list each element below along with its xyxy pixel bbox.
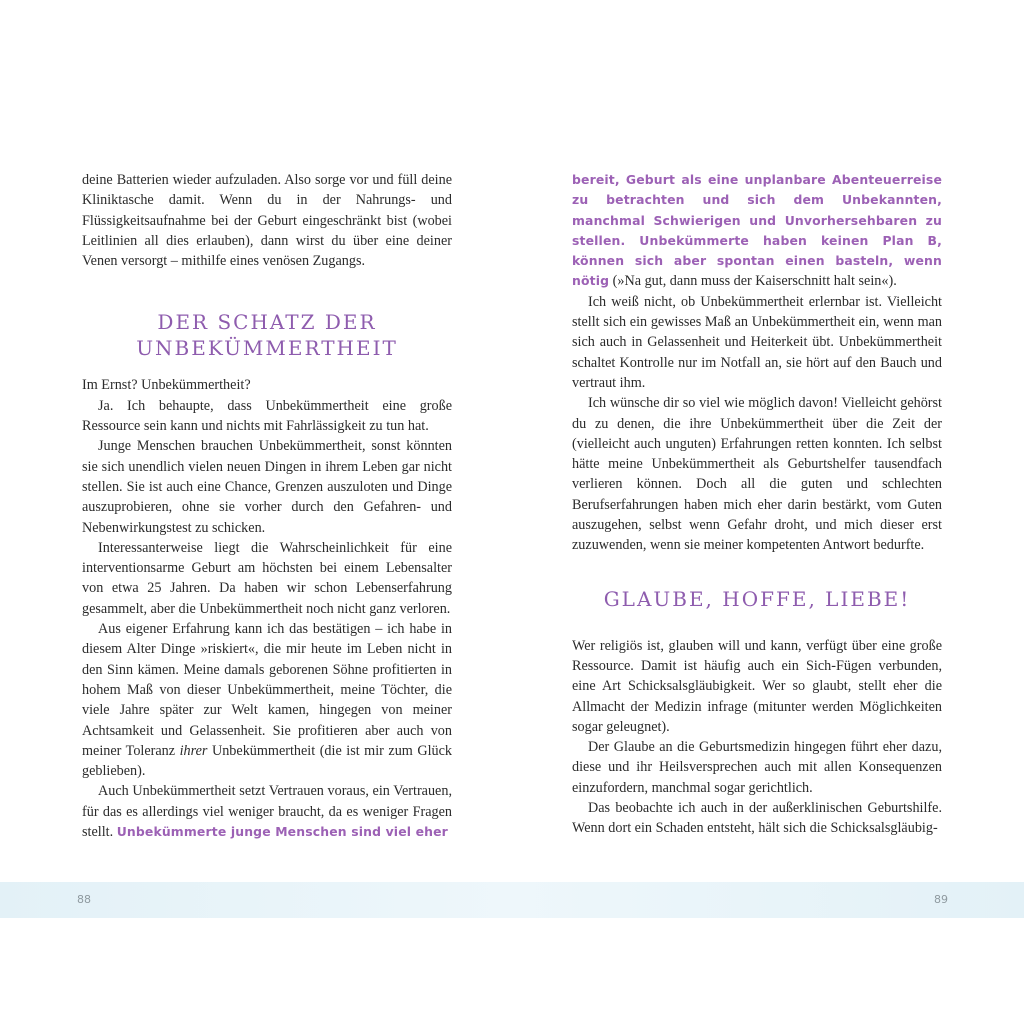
paragraph: deine Batterien wieder aufzuladen. Also sorge vor und füll deine Kliniktasche damit. Wenn du in der Nahrungs- und Flüssigkeitsaufnahme bei der Geburt eingeschränkt bist (wobei Leitlinien all dies erlauben), dann wirst du über eine deiner Venen versorgt – mithilfe eines venösen Zugangs. <box>82 172 452 270</box>
paragraph: Ich wünsche dir so viel wie möglich davon! Vielleicht gehörst du zu denen, die ihre Unbekümmertheit über die Zeit der (vielleicht auch unguten) Erfahrungen retten konnten. Ich selbst hätte meine Unbekümmertheit als Geburtshelfer tausendfach verlieren können. Doch all die guten und schlechten Berufserfahrungen haben mich eher darin bestärkt, vom Guten auszugehen, selbst wenn Gefahr droht, und mich dieser erst zuzuwenden, wenn sie meiner kompetenten Antwort bedurfte. <box>572 395 942 554</box>
highlighted-text: bereit, Geburt als eine unplanbare Abenteuerreise zu betrachten und sich dem Unbekannten, manchmal Schwierigen und Unvorhersehbaren zu stellen. Unbekümmerte haben keinen Plan B, können sich aber spontan einen basteln, wenn nötig <box>572 172 942 289</box>
paragraph: Interessanterweise liegt die Wahrscheinlichkeit für eine interventionsarme Geburt am höchsten bei einem Lebensalter von etwa 25 Jahren. Da haben wir schon Lebenserfahrung gesammelt, aber die Unbekümmertheit noch nicht ganz verloren. <box>82 539 452 617</box>
page-number-right: 89 <box>934 893 948 906</box>
paragraph: Ja. Ich behaupte, dass Unbekümmertheit eine große Ressource sein kann und nichts mit Fahrlässigkeit zu tun hat. <box>82 397 452 435</box>
paragraph: Der Glaube an die Geburtsmedizin hingegen führt eher dazu, diese und ihr Heilsversprechen auch mit allen Konsequenzen einzufordern, manchmal sogar gerichtlich. <box>572 739 942 796</box>
paragraph-text: Auch Unbekümmertheit setzt Vertrauen voraus, ein Vertrauen, für das es allerdings viel weniger braucht, da es weniger Fragen stellt. <box>82 783 452 841</box>
heading-line-1: DER SCHATZ DER <box>157 310 377 335</box>
paragraph-text: Aus eigener Erfahrung kann ich das bestätigen – ich habe in diesem Alter Dinge »riskiert«, die mir heute im Leben nicht in den Sinn kämen. Meine damals geborenen Söhne profitierten in hohem Maß von dieser Unbekümmertheit, meine Töchter, die viele Jahre später zur Welt kamen, hingegen von meiner Achtsamkeit und Gelassenheit. Sie profitieren aber auch von meiner Toleranz <box>82 621 452 759</box>
paragraph-text: (»Na gut, dann muss der Kaiserschnitt halt sein«). <box>609 273 897 290</box>
paragraph: Im Ernst? Unbekümmertheit? <box>82 377 251 394</box>
paragraph: Junge Menschen brauchen Unbekümmertheit, sonst könnten sie sich unendlich vielen neuen Dingen in ihrem Leben gar nicht stellen. Sie ist auch eine Chance, Grenzen auszuloten und Dinge auszuprobieren, ohne sie vorher durch den Gefahren- und Nebenwirkungstest zu schicken. <box>82 438 452 536</box>
paragraph: Das beobachte ich auch in der außerklinischen Geburtshilfe. Wenn dort ein Schaden entsteht, hält sich die Schicksalsgläubig- <box>572 800 942 837</box>
right-page-column <box>572 170 942 839</box>
section-heading: GLAUBE, HOFFE, LIEBE! <box>603 586 911 611</box>
paragraph: Wer religiös ist, glauben will und kann, verfügt über eine große Ressource. Damit ist häufig auch ein Sich-Fügen verbunden, eine Art Schicksalsgläubigkeit. Wer so glaubt, stellt eher die Allmacht der Medizin infrage (mitunter werden Möglichkeiten sogar geleugnet). <box>572 637 942 735</box>
paragraph <box>572 170 942 292</box>
heading-line-2: UNBEKÜMMERTHEIT <box>136 336 398 361</box>
paragraph: Ich weiß nicht, ob Unbekümmertheit erlernbar ist. Vielleicht stellt sich ein gewisses Maß an Unbekümmertheit ein, wenn man sich auch in Gelassenheit und Heiterkeit übt. Unbekümmertheit schaltet Kontrolle nur im Notfall an, sie hört auf den Bauch und vertraut ihm. <box>572 293 942 391</box>
paragraph <box>82 781 452 842</box>
section-heading <box>82 309 452 361</box>
footer-band <box>0 882 1024 918</box>
paragraph <box>82 619 452 781</box>
paragraph-text: Unbekümmertheit (die ist mir zum Glück geblieben). <box>82 742 453 780</box>
left-page-column <box>82 170 452 842</box>
italic-word: ihrer <box>179 742 208 759</box>
highlighted-text: Unbekümmerte junge Menschen sind viel eher <box>116 824 448 840</box>
page-number-left: 88 <box>77 893 91 906</box>
